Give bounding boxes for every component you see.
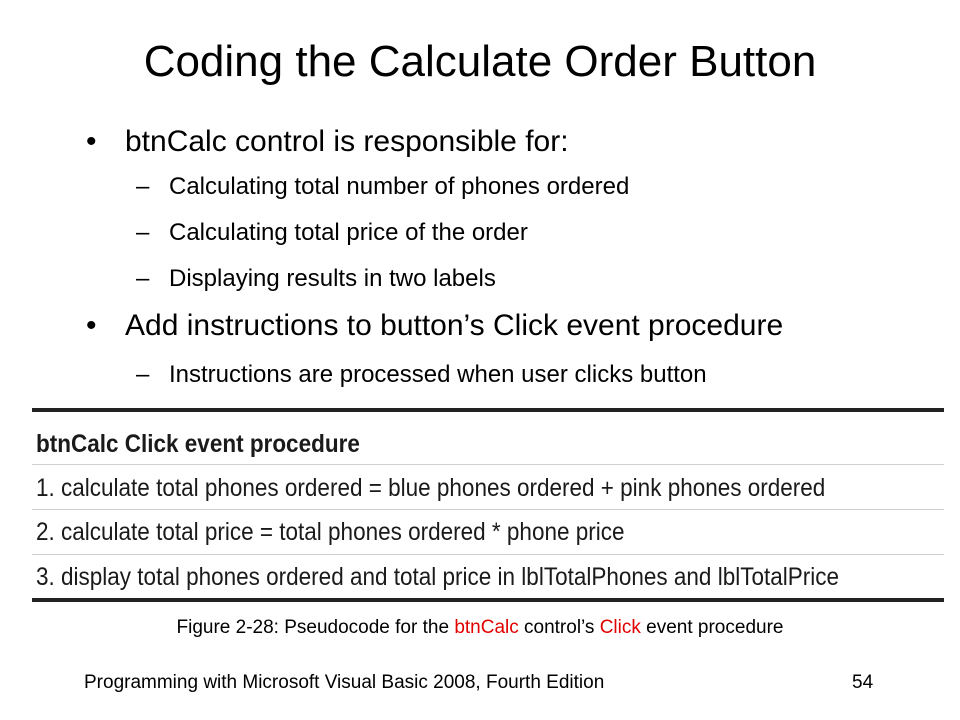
pseudocode-step: 3. display total phones ordered and total price in lblTotalPhones and lblTotalPrice: [36, 563, 840, 591]
subitem-marker: –: [136, 265, 150, 292]
figure-bottom-rule: [32, 598, 944, 602]
subitem-text: Calculating total number of phones ordered: [169, 173, 630, 200]
caption-highlight: btnCalc: [454, 617, 519, 638]
figure-divider: [32, 464, 944, 465]
subitem: [136, 360, 707, 390]
figure-divider: [32, 509, 944, 510]
bullet-marker: •: [86, 125, 97, 158]
caption-text: event procedure: [640, 617, 784, 638]
subitem: [136, 264, 496, 294]
subitem: [136, 218, 528, 248]
bullet-item: [86, 124, 569, 160]
footer-book-title: Programming with Microsoft Visual Basic 2008, Fourth Edition: [84, 672, 605, 693]
subitem-marker: –: [136, 361, 150, 388]
bullet-item: [86, 308, 783, 344]
caption-text: control’s: [518, 617, 600, 638]
subitem-marker: –: [136, 173, 150, 200]
bullet-marker: •: [86, 309, 97, 342]
figure-caption: [0, 617, 960, 639]
subitem: [136, 172, 629, 202]
bullet-text: Add instructions to button’s Click event procedure: [125, 309, 784, 342]
figure-divider: [32, 554, 944, 555]
subitem-text: Calculating total price of the order: [169, 219, 528, 246]
subitem-text: Displaying results in two labels: [169, 265, 496, 292]
pseudocode-step: 2. calculate total price = total phones ordered * phone price: [36, 518, 625, 546]
slide-title: Coding the Calculate Order Button: [143, 37, 817, 86]
pseudocode-figure: [32, 408, 944, 602]
caption-highlight: Click: [599, 617, 641, 638]
pseudocode-step: 1. calculate total phones ordered = blue phones ordered + pink phones ordered: [36, 474, 826, 502]
caption-text: Figure 2-28: Pseudocode for the: [176, 617, 455, 638]
page-number: 54: [852, 672, 874, 693]
figure-top-rule: [32, 408, 944, 412]
subitem-text: Instructions are processed when user clicks button: [169, 361, 707, 388]
subitem-marker: –: [136, 219, 150, 246]
bullet-text: btnCalc control is responsible for:: [125, 125, 569, 158]
figure-heading: btnCalc Click event procedure: [36, 430, 360, 458]
